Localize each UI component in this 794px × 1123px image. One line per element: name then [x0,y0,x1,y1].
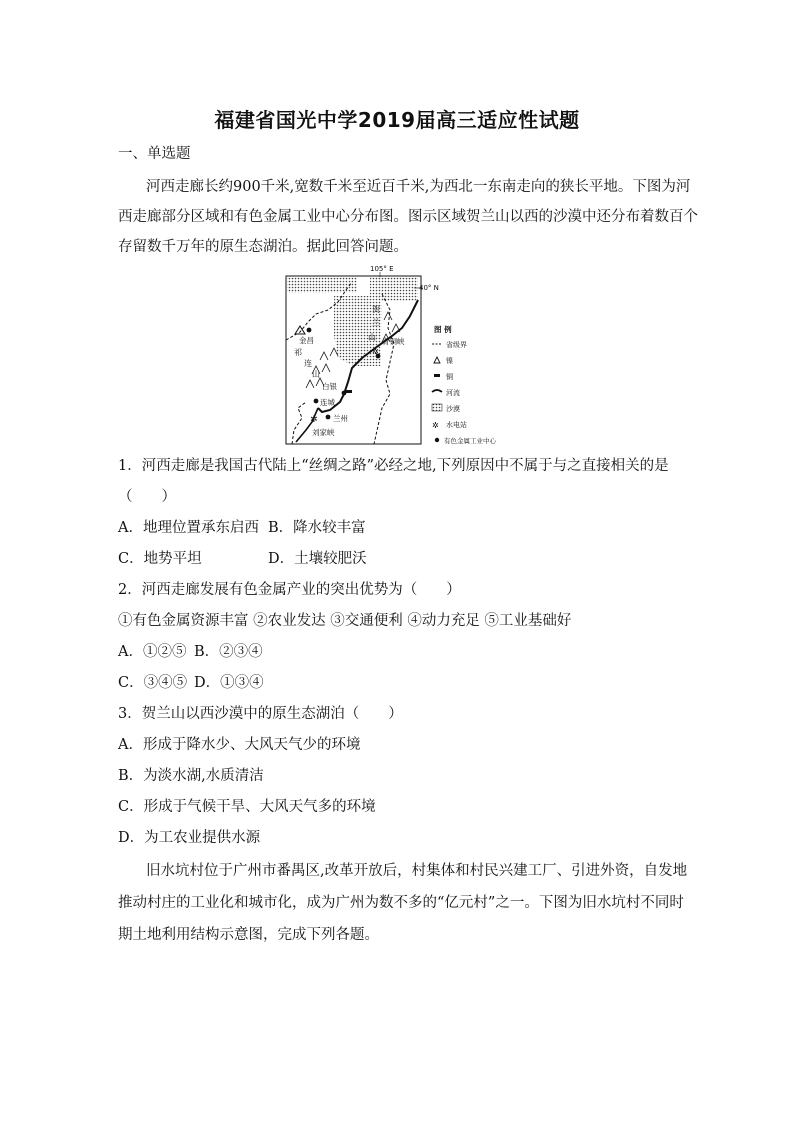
passage2-line-3: 期土地利用结构示意图，完成下列各题。 [118,927,379,943]
legend-industry-icon [435,438,439,442]
passage1-line-3: 存留数千万年的原生态湖泊。据此回答问题。 [118,239,408,255]
desert-north-west [287,277,357,293]
mountain-label-lian: 连 [304,359,312,368]
passage2-line-2: 推动村庄的工业化和城市化，成为广州为数不多的“亿元村”之一。下图为旧水坑村不同时 [118,895,684,911]
legend-desert: 沙漠 [446,405,460,413]
liancheng-dot [314,399,319,404]
q3-option-c: C．形成于气候干旱、大风天气多的环境 [118,799,376,815]
place-jinchang: 金昌 [299,336,314,345]
q1-option-c: C．地势平坦 [118,551,202,567]
q2-stem: 2．河西走廊发展有色金属产业的突出优势为（ ） [118,582,461,598]
passage1-line-2: 西走廊部分区域和有色金属工业中心分布图。图示区域贺兰山以西的沙漠中还分布着数百个 [118,209,698,225]
q1-option-a: A．地理位置承东启西 [118,520,259,536]
legend-river-icon [432,390,442,392]
jinchang-dot [307,328,312,333]
legend-title: 图 例 [434,325,452,334]
legend-river: 河流 [446,389,460,397]
place-liujiaxia: 刘家峡 [312,428,335,437]
lanzhou-dot [326,415,331,420]
passage2-line-1: 旧水坑村位于广州市番禺区,改革开放后，村集体和村民兴建工厂、引进外资，自发地 [146,863,688,879]
q2-choices: ①有色金属资源丰富 ②农业发达 ③交通便利 ④动力充足 ⑤工业基础好 [118,613,572,629]
legend-copper-icon [434,374,440,377]
q2-option-b: B．②③④ [194,644,263,660]
q3-option-b: B．为淡水湖,水质清洁 [118,768,264,784]
q2-option-a: A．①②⑤ [118,644,187,660]
q1-stem: 1．河西走廊是我国古代陆上“丝绸之路”必经之地,下列原因中不属于与之直接相关的是 [118,458,669,474]
q3-option-a: A．形成于降水少、大风天气少的环境 [118,737,361,753]
q1-option-b: B．降水较丰富 [268,520,366,536]
legend-desert-icon [432,404,442,411]
legend-nickel-icon [434,357,440,363]
mountain-label-lan: 兰 [372,318,380,327]
hydropower-icon: ✲ [310,415,318,425]
map-legend [432,324,497,445]
copper-symbol [346,390,352,393]
latitude-label: 40° N [419,284,439,292]
q2-option-c: C．③④⑤ [118,675,188,691]
passage1-line-1: 河西走廊长约900千米,宽数千米至近百千米,为西北一东南走向的狭长平地。下图为河 [146,179,691,195]
baiyin-dot [342,391,347,396]
legend-hydropower-icon: ✲ [432,421,439,430]
legend-boundary: 省级界 [446,341,467,349]
mountain-label-he: 贺 [372,305,380,314]
q1-paren: （ ） [118,489,176,505]
exam-title: 福建省国光中学2019届高三适应性试题 [214,108,580,132]
place-liancheng: 连城 [320,398,335,407]
legend-industry: 有色金属工业中心 [444,437,496,445]
mountain-label-shan2: 山 [368,333,376,342]
mountain-label-shan: 山 [312,370,320,379]
legend-nickel: 镍 [446,357,453,365]
hydropower-icon: ✲ [372,347,379,356]
place-qingtongxia: 青铜峡 [382,337,405,346]
mountain-label-qi: 祁 [294,348,302,357]
q3-stem: 3．贺兰山以西沙漠中的原生态湖泊（ ） [118,706,403,722]
q3-option-d: D．为工农业提供水源 [118,830,261,846]
longitude-label: 105° E [370,265,394,273]
hexi-corridor-map [282,262,520,448]
place-baiyin: 白银 [322,382,337,391]
section-heading: 一、单选题 [118,146,191,162]
legend-copper: 铜 [446,373,453,381]
q1-option-d: D．土壤较肥沃 [268,551,367,567]
place-lanzhou: 兰州 [333,414,348,423]
legend-hydropower: 水电站 [446,421,467,429]
q2-option-d: D．①③④ [194,675,264,691]
